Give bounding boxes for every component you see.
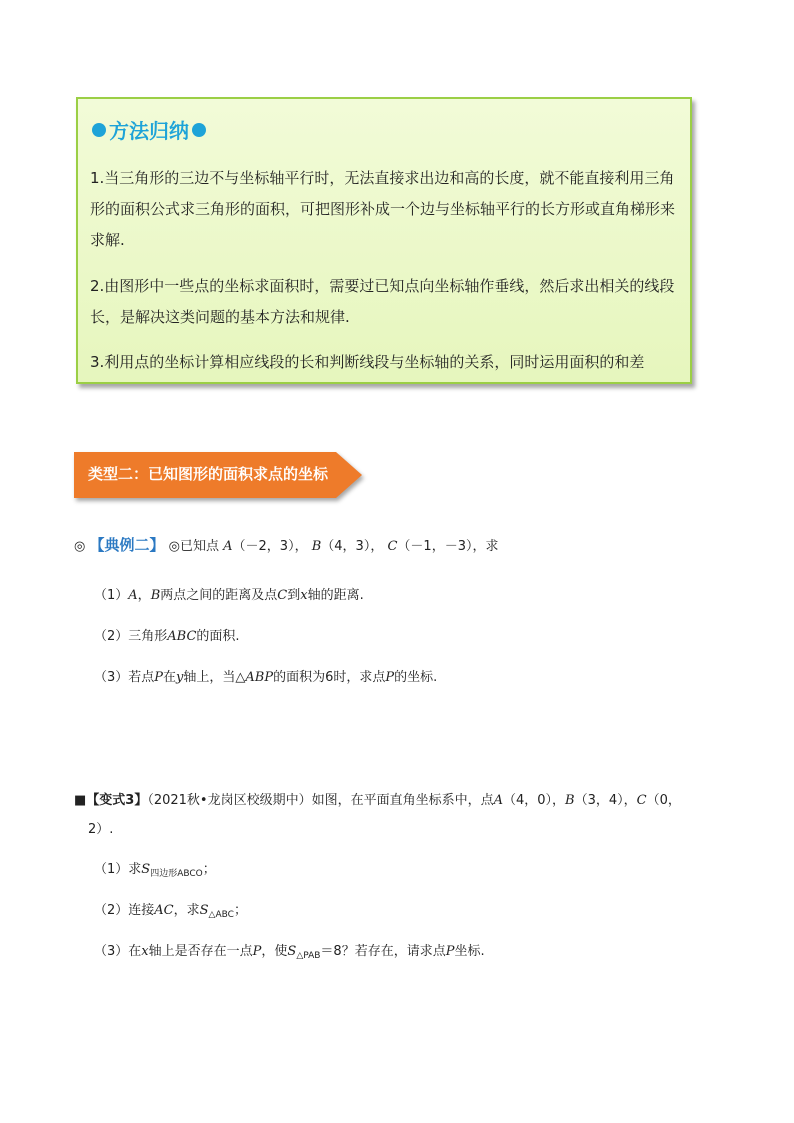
var: S (287, 944, 297, 959)
text: （3）若点 (94, 670, 155, 685)
variant-question-3 (94, 940, 485, 959)
variant-tag: 【变式3】 (86, 793, 148, 808)
text: 的坐标. (394, 670, 438, 685)
var: A (128, 588, 138, 603)
variant-question-2 (94, 899, 247, 918)
point-b: B (565, 793, 575, 808)
text: ； (202, 862, 216, 877)
var: P (252, 944, 262, 959)
point-c: C (387, 539, 398, 554)
text: 轴上，当△ (183, 670, 246, 685)
method-point-3: 3.利用点的坐标计算相应线段的长和判断线段与坐标轴的关系，同时运用面积的和差 (90, 353, 645, 371)
var: x (300, 588, 308, 603)
example-marker-2: ◎ (168, 539, 180, 554)
point-a: A (223, 539, 233, 554)
text: （1）求 (94, 862, 142, 877)
method-summary-box (76, 97, 692, 384)
text: 到 (287, 588, 301, 603)
subscript: △PAB (296, 951, 321, 961)
var: S (199, 903, 209, 918)
point-a: A (493, 793, 503, 808)
point-a-coord: （－2，3）， (232, 539, 308, 554)
text: 的面积. (196, 629, 240, 644)
text: 两点之间的距离及点 (160, 588, 278, 603)
text: ； (233, 903, 247, 918)
method-point-1: 1.当三角形的三边不与坐标轴平行时，无法直接求出边和高的长度，就不能直接利用三角形的面积公式求三角形的面积，可把图形补成一个边与坐标轴平行的长方形或直角梯形来求解. (90, 169, 676, 249)
text: （2）三角形 (94, 629, 168, 644)
example-stem (74, 534, 498, 555)
banner-label: 类型二：已知图形的面积求点的坐标 (88, 465, 329, 483)
section-banner (74, 452, 364, 498)
text: ，求 (173, 903, 200, 918)
text: 坐标. (454, 944, 485, 959)
point-c: C (636, 793, 647, 808)
var: AC (154, 903, 174, 918)
method-title-text: 方法归纳 (109, 119, 189, 143)
subscript: △ABC (208, 910, 234, 920)
point-c-coord: （－1，－3），求 (397, 539, 499, 554)
example-question-3 (94, 666, 437, 685)
point-b-coord: （3，4）， (574, 793, 637, 808)
var: ABP (245, 670, 274, 685)
text: 的面积为6时，求点 (273, 670, 386, 685)
point-c-coord: （0， (646, 793, 681, 808)
var: y (176, 670, 184, 685)
text: （3）在 (94, 944, 142, 959)
variant-source: （2021秋•龙岗区校级期中）如图，在平面直角坐标系中，点 (147, 793, 494, 808)
var: P (154, 670, 164, 685)
text: ＝8？若存在，请求点 (320, 944, 446, 959)
text: 在 (163, 670, 177, 685)
variant-stem (74, 789, 681, 808)
text: ，使 (261, 944, 288, 959)
var: B (150, 588, 161, 603)
example-stem-text: 已知点 (179, 539, 219, 554)
bullet-dot-icon (192, 123, 206, 137)
variant-question-1 (94, 858, 216, 877)
variant-marker: ■ (74, 793, 87, 808)
q-num: （1） (94, 588, 129, 603)
var: P (445, 944, 455, 959)
bullet-dot-icon (92, 123, 106, 137)
method-title (92, 115, 206, 144)
example-question-1 (94, 584, 364, 603)
var: S (141, 862, 151, 877)
var: C (277, 588, 288, 603)
sep: ， (137, 588, 151, 603)
var: ABC (167, 629, 197, 644)
point-a-coord: （4，0）， (503, 793, 566, 808)
method-point-2: 2.由图形中一些点的坐标求面积时，需要过已知点向坐标轴作垂线，然后求出相关的线段长，是解决这类问题的基本方法和规律. (90, 277, 675, 326)
text: 轴的距离. (307, 588, 364, 603)
point-b: B (311, 539, 322, 554)
var: P (385, 670, 395, 685)
example-marker: ◎ (74, 539, 86, 554)
var: x (141, 944, 149, 959)
example-tag: 【典例二】 (89, 536, 165, 554)
variant-stem-line-2: 2）. (88, 822, 114, 837)
point-b-coord: （4，3）， (321, 539, 384, 554)
example-question-2 (94, 625, 240, 644)
text: 轴上是否存在一点 (148, 944, 253, 959)
subscript: 四边形ABCO (150, 869, 203, 879)
text: （2）连接 (94, 903, 155, 918)
